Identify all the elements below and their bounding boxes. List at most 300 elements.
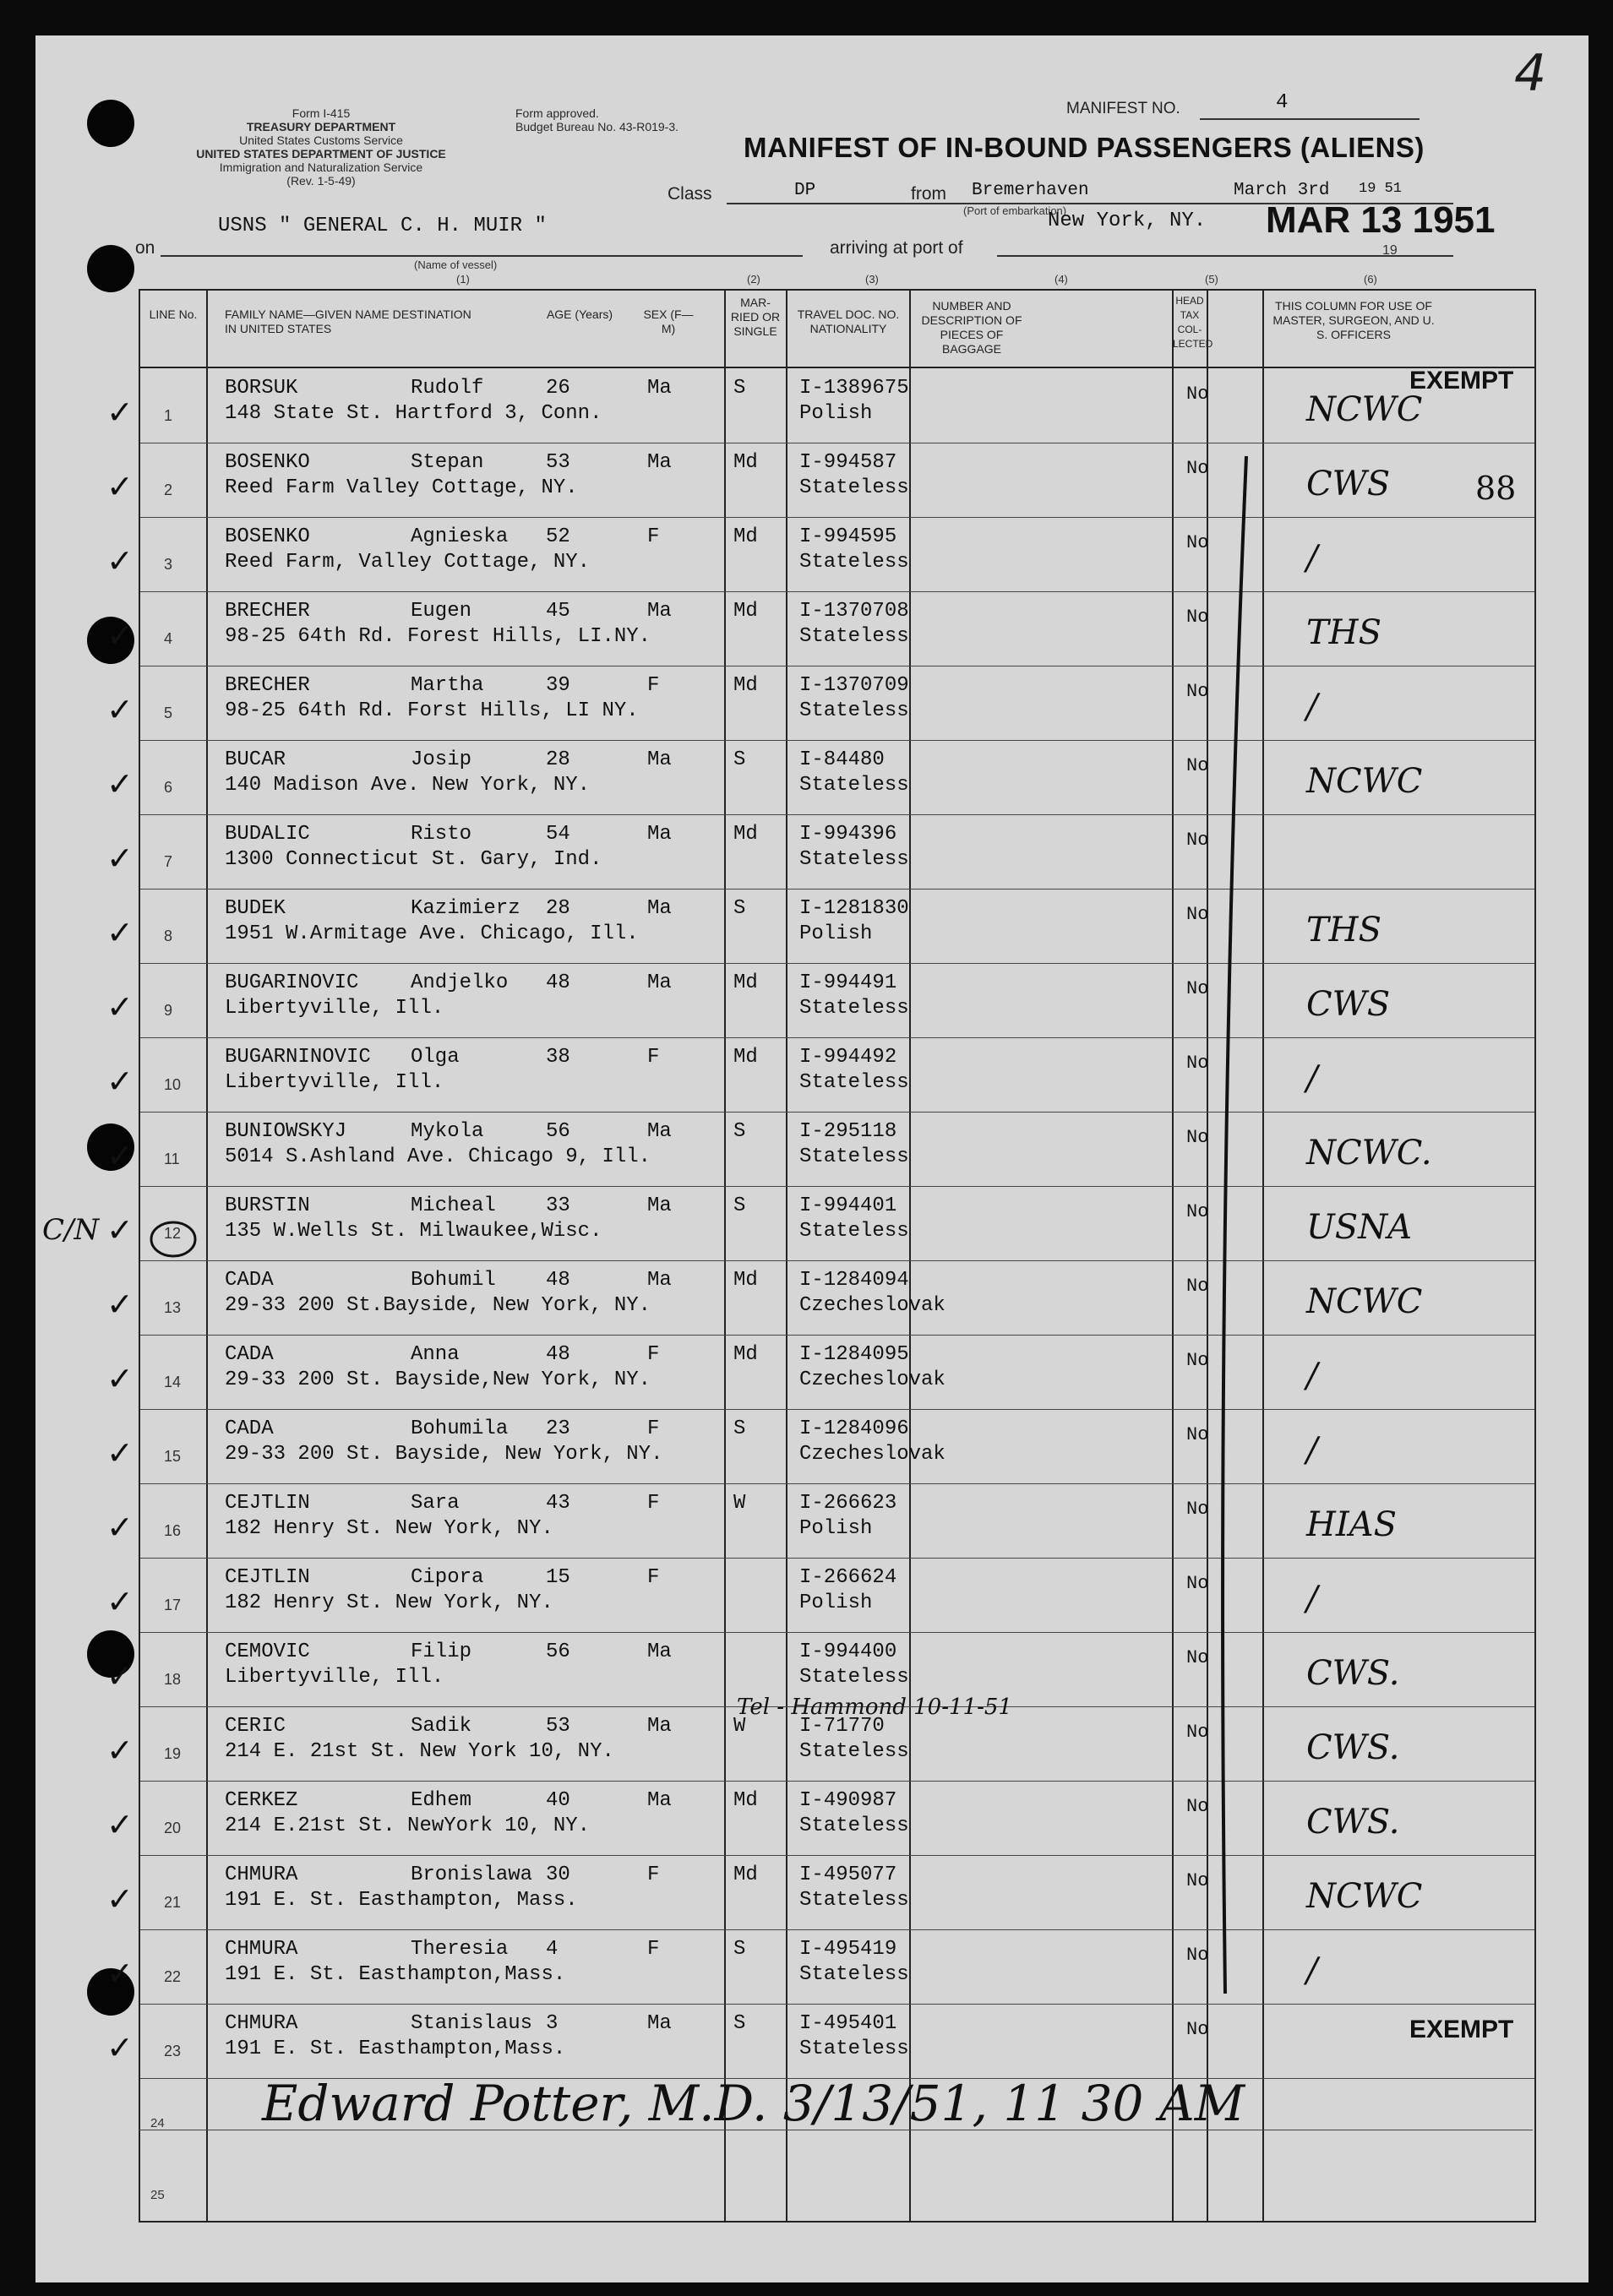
check-mark-icon: ✓ (106, 1360, 134, 1397)
officer-note: NCWC (1306, 1877, 1423, 1916)
marital-status: S (733, 377, 746, 400)
form-approved-label: Form approved. (515, 106, 599, 120)
destination: 98-25 64th Rd. Forst Hills, LI NY. (225, 699, 639, 722)
surname: CEMOVIC (225, 1640, 310, 1663)
line-number: 8 (164, 928, 173, 944)
travel-doc-number: I-994400 (799, 1640, 897, 1663)
travel-doc-number: I-1284096 (799, 1417, 909, 1440)
arriving-label: arriving at port of (830, 238, 963, 258)
nationality: Polish (799, 402, 873, 425)
line-number: 3 (164, 556, 173, 573)
officer-note: THS (1306, 613, 1381, 652)
destination: 191 E. St. Easthampton,Mass. (225, 1963, 566, 1986)
head-tax: No (1186, 1573, 1209, 1594)
destination: Libertyville, Ill. (225, 1666, 444, 1689)
nationality: Stateless (799, 1814, 909, 1837)
head-tax: No (1186, 1722, 1209, 1743)
given-name: Sara (411, 1492, 460, 1515)
surname: BUGARINOVIC (225, 971, 359, 994)
destination: 1951 W.Armitage Ave. Chicago, Ill. (225, 922, 639, 945)
col-num-4: (4) (1054, 273, 1068, 286)
travel-doc-number: I-994595 (799, 525, 897, 548)
head-tax: No (1186, 1424, 1209, 1445)
check-mark-icon: ✓ (106, 468, 134, 505)
nationality: Czecheslovak (799, 1294, 945, 1317)
age: 48 (546, 1343, 570, 1366)
line-number-25: 25 (150, 2188, 165, 2202)
destination: Reed Farm, Valley Cottage, NY. (225, 551, 591, 574)
line-number: 18 (164, 1671, 182, 1688)
line-number: 13 (164, 1299, 182, 1316)
travel-doc-number: I-1370709 (799, 674, 909, 697)
sex: F (647, 1566, 660, 1589)
travel-doc-number: I-495077 (799, 1863, 897, 1886)
line-number: 11 (164, 1151, 180, 1167)
sex: Ma (647, 1194, 672, 1217)
given-name: Martha (411, 674, 484, 697)
on-label: on (135, 238, 155, 258)
surname: BURSTIN (225, 1194, 310, 1217)
travel-doc-number: I-1284095 (799, 1343, 909, 1366)
destination: 214 E.21st St. NewYork 10, NY. (225, 1814, 591, 1837)
sex: Ma (647, 897, 672, 920)
travel-doc-number: I-1370708 (799, 600, 909, 623)
age: 33 (546, 1194, 570, 1217)
check-mark-icon: ✓ (106, 542, 134, 579)
marital-status: Md (733, 971, 758, 994)
surname: BOSENKO (225, 451, 310, 474)
sex: Ma (647, 971, 672, 994)
sex: Ma (647, 2012, 672, 2035)
marital-status: Md (733, 451, 758, 474)
signature: Edward Potter, M.D. 3/13/51, 11 30 AM (262, 2075, 1245, 2132)
travel-doc-number: I-994492 (799, 1046, 897, 1069)
destination: 135 W.Wells St. Milwaukee,Wisc. (225, 1220, 602, 1243)
officer-note: NCWC (1306, 762, 1423, 801)
marital-status: W (733, 1715, 746, 1738)
surname: BRECHER (225, 674, 310, 697)
marital-status: S (733, 1938, 746, 1961)
destination: 140 Madison Ave. New York, NY. (225, 774, 591, 797)
year-caption: 19 (1382, 243, 1398, 258)
nationality: Stateless (799, 1666, 909, 1689)
travel-doc-number: I-994396 (799, 823, 897, 846)
age: 28 (546, 748, 570, 771)
check-mark-icon: ✓ (106, 1955, 134, 1992)
justice-label: UNITED STATES DEPARTMENT OF JUSTICE (196, 147, 446, 161)
marital-status: Md (733, 823, 758, 846)
budget-bureau-label: Budget Bureau No. 43-R019-3. (515, 120, 679, 133)
travel-doc-number: I-994401 (799, 1194, 897, 1217)
head-tax: No (1186, 1796, 1209, 1817)
given-name: Cipora (411, 1566, 484, 1589)
arrival-port: New York, NY. (1048, 209, 1207, 232)
nationality: Stateless (799, 1071, 909, 1094)
travel-doc-number: I-994587 (799, 451, 897, 474)
check-mark-icon: ✓ (106, 691, 134, 728)
col-num-6: (6) (1364, 273, 1377, 286)
line-number: 1 (164, 407, 173, 424)
line-number: 6 (164, 779, 173, 796)
officer-note: / (1306, 1580, 1318, 1619)
age: 53 (546, 451, 570, 474)
col-line-no: LINE No. (149, 307, 198, 321)
revision-label: (Rev. 1-5-49) (286, 174, 356, 188)
surname: BOSENKO (225, 525, 310, 548)
officer-note: CWS (1306, 465, 1391, 503)
col-num-2: (2) (747, 273, 760, 286)
given-name: Edhem (411, 1789, 472, 1812)
nationality: Stateless (799, 848, 909, 871)
col-sex: SEX (F—M) (643, 307, 694, 335)
age: 28 (546, 897, 570, 920)
line-number: 15 (164, 1448, 182, 1465)
sex: F (647, 674, 660, 697)
surname: CHMURA (225, 2012, 298, 2035)
line-number: 22 (164, 1968, 182, 1985)
check-mark-icon: ✓ (106, 1806, 134, 1843)
head-tax: No (1186, 755, 1209, 776)
check-mark-icon: ✓ (106, 1137, 134, 1174)
vessel-caption: (Name of vessel) (414, 258, 498, 271)
head-tax: No (1186, 1201, 1209, 1222)
surname: CERKEZ (225, 1789, 298, 1812)
head-tax: No (1186, 978, 1209, 999)
circled-line-number (151, 1222, 195, 1256)
col-married: MAR- RIED OR SINGLE (730, 296, 781, 338)
destination: Reed Farm Valley Cottage, NY. (225, 476, 578, 499)
head-tax: No (1186, 607, 1209, 628)
line-number-24: 24 (150, 2116, 165, 2130)
officer-note: / (1306, 1951, 1318, 1990)
check-mark-icon: ✓ (106, 617, 134, 654)
sex: Ma (647, 1789, 672, 1812)
nationality: Czecheslovak (799, 1368, 945, 1391)
travel-doc-number: I-71770 (799, 1715, 885, 1738)
head-tax: No (1186, 1127, 1209, 1148)
destination: 182 Henry St. New York, NY. (225, 1591, 553, 1614)
surname: CHMURA (225, 1863, 298, 1886)
nationality: Stateless (799, 1145, 909, 1168)
officer-note: CWS (1306, 985, 1391, 1024)
age: 23 (546, 1417, 570, 1440)
surname: BUCAR (225, 748, 286, 771)
destination: 191 E. St. Easthampton, Mass. (225, 1889, 578, 1912)
treasury-label: TREASURY DEPARTMENT (246, 120, 396, 133)
marital-status: Md (733, 1046, 758, 1069)
travel-doc-number: I-1389675 (799, 377, 909, 400)
exempt-stamp-bottom: EXEMPT (1409, 2016, 1514, 2043)
arrival-date-stamp: MAR 13 1951 (1266, 199, 1496, 241)
line-number: 10 (164, 1076, 182, 1093)
given-name: Bohumil (411, 1269, 496, 1292)
surname: CADA (225, 1417, 274, 1440)
given-name: Mykola (411, 1120, 484, 1143)
nationality: Czecheslovak (799, 1443, 945, 1466)
sex: Ma (647, 823, 672, 846)
col-travel-doc: TRAVEL DOC. NO. NATIONALITY (797, 307, 900, 335)
officer-note: THS (1306, 911, 1381, 949)
check-mark-icon: ✓ (106, 1583, 134, 1620)
officer-note: / (1306, 539, 1318, 578)
marital-status: S (733, 748, 746, 771)
marital-status: S (733, 1194, 746, 1217)
nationality: Stateless (799, 1740, 909, 1763)
nationality: Stateless (799, 1889, 909, 1912)
nationality: Stateless (799, 1963, 909, 1986)
given-name: Olga (411, 1046, 460, 1069)
travel-doc-number: I-1281830 (799, 897, 909, 920)
surname: CADA (225, 1269, 274, 1292)
surname: BRECHER (225, 600, 310, 623)
check-mark-icon: ✓ (106, 765, 134, 803)
head-tax: No (1186, 830, 1209, 851)
immigration-label: Immigration and Naturalization Service (219, 161, 423, 174)
port-embarkation-caption: (Port of embarkation) (963, 204, 1067, 217)
col-head-tax: HEAD TAX COL- LECTED (1173, 295, 1213, 350)
marital-status: Md (733, 1789, 758, 1812)
travel-doc-number: I-1284094 (799, 1269, 909, 1292)
sex: F (647, 1343, 660, 1366)
travel-doc-number: I-490987 (799, 1789, 897, 1812)
line-number: 2 (164, 482, 173, 498)
sex: Ma (647, 1715, 672, 1738)
head-tax: No (1186, 1350, 1209, 1371)
marital-status: S (733, 1120, 746, 1143)
given-name: Risto (411, 823, 472, 846)
marital-status: S (733, 2012, 746, 2035)
marital-status: S (733, 897, 746, 920)
age: 38 (546, 1046, 570, 1069)
given-name: Stanislaus (411, 2012, 533, 2035)
col-name-destination: FAMILY NAME—GIVEN NAME DESTINATION IN UNITED STATES (225, 307, 471, 335)
destination: 148 State St. Hartford 3, Conn. (225, 402, 602, 425)
sex: F (647, 1417, 660, 1440)
age: 30 (546, 1863, 570, 1886)
col-age: AGE (Years) (546, 307, 613, 321)
line-number: 16 (164, 1522, 182, 1539)
travel-doc-number: I-994491 (799, 971, 897, 994)
given-name: Filip (411, 1640, 472, 1663)
line-number: 12 (164, 1225, 182, 1242)
officer-note: NCWC (1306, 390, 1423, 429)
form-number: Form I-415 (292, 106, 351, 120)
surname: BUDEK (225, 897, 286, 920)
head-tax: No (1186, 384, 1209, 405)
given-name: Bronislawa (411, 1863, 533, 1886)
check-mark-icon: ✓ (106, 1732, 134, 1769)
travel-doc-number: I-495401 (799, 2012, 897, 2035)
check-mark-icon: ✓ (106, 2029, 134, 2066)
col-officers: THIS COLUMN FOR USE OF MASTER, SURGEON, AND U. S. OFFICERS (1272, 299, 1435, 341)
given-name: Josip (411, 748, 472, 771)
head-tax: No (1186, 1647, 1209, 1668)
nationality: Polish (799, 922, 873, 945)
given-name: Sadik (411, 1715, 472, 1738)
given-name: Kazimierz (411, 897, 520, 920)
nationality: Stateless (799, 551, 909, 574)
given-name: Rudolf (411, 377, 484, 400)
surname: BUNIOWSKYJ (225, 1120, 347, 1143)
vessel-name: USNS " GENERAL C. H. MUIR " (218, 215, 547, 237)
destination: Libertyville, Ill. (225, 997, 444, 1020)
officer-note: CWS. (1306, 1803, 1400, 1842)
age: 4 (546, 1938, 559, 1961)
check-mark-icon: ✓ (106, 914, 134, 951)
check-mark-icon: ✓ (106, 1211, 134, 1249)
line-number: 23 (164, 2043, 182, 2059)
manifest-no-label: MANIFEST NO. (1066, 100, 1180, 117)
line-number: 17 (164, 1597, 182, 1613)
nationality: Stateless (799, 1220, 909, 1243)
head-tax: No (1186, 1870, 1209, 1891)
check-mark-icon: ✓ (106, 840, 134, 877)
nationality: Stateless (799, 997, 909, 1020)
destination: 5014 S.Ashland Ave. Chicago 9, Ill. (225, 1145, 651, 1168)
line-number: 9 (164, 1002, 173, 1019)
age: 52 (546, 525, 570, 548)
head-tax: No (1186, 904, 1209, 925)
destination: 191 E. St. Easthampton,Mass. (225, 2038, 566, 2060)
age: 53 (546, 1715, 570, 1738)
customs-label: United States Customs Service (239, 133, 403, 147)
manifest-no-value: 4 (1276, 91, 1289, 114)
head-tax: No (1186, 1499, 1209, 1520)
check-mark-icon: ✓ (106, 1509, 134, 1546)
telephone-note: Tel - Hammond 10-11-51 (737, 1695, 1012, 1720)
given-name: Agnieska (411, 525, 509, 548)
travel-doc-number: I-266623 (799, 1492, 897, 1515)
head-tax: No (1186, 1053, 1209, 1074)
line-number: 5 (164, 705, 173, 721)
officer-note: USNA (1306, 1208, 1412, 1247)
head-tax: No (1186, 1945, 1209, 1966)
col-baggage: NUMBER AND DESCRIPTION OF PIECES OF BAGGAGE (921, 299, 1022, 356)
surname: CEJTLIN (225, 1492, 310, 1515)
travel-doc-number: I-84480 (799, 748, 885, 771)
line-number: 4 (164, 630, 173, 647)
cn-mark: C/N (42, 1213, 100, 1247)
officer-note: / (1306, 1431, 1318, 1470)
bracket-line (1223, 456, 1246, 1994)
officer-note: NCWC (1306, 1282, 1423, 1321)
surname: BUGARNINOVIC (225, 1046, 371, 1069)
travel-doc-number: I-266624 (799, 1566, 897, 1589)
head-tax: No (1186, 2019, 1209, 2040)
destination: 1300 Connecticut St. Gary, Ind. (225, 848, 602, 871)
surname: CHMURA (225, 1938, 298, 1961)
from-label: from (911, 184, 946, 204)
sex: F (647, 1046, 660, 1069)
check-mark-icon: ✓ (106, 1063, 134, 1100)
sex: Ma (647, 451, 672, 474)
officer-note: CWS. (1306, 1728, 1400, 1767)
age: 3 (546, 2012, 559, 2035)
sex: Ma (647, 748, 672, 771)
age: 56 (546, 1120, 570, 1143)
age: 40 (546, 1789, 570, 1812)
travel-doc-number: I-495419 (799, 1938, 897, 1961)
manifest-title: MANIFEST OF IN-BOUND PASSENGERS (ALIENS) (744, 132, 1425, 163)
given-name: Micheal (411, 1194, 496, 1217)
given-name: Bohumila (411, 1417, 509, 1440)
destination: 214 E. 21st St. New York 10, NY. (225, 1740, 614, 1763)
destination: 182 Henry St. New York, NY. (225, 1517, 553, 1540)
officer-note: / (1306, 688, 1318, 726)
head-tax: No (1186, 458, 1209, 479)
nationality: Stateless (799, 2038, 909, 2060)
surname: CEJTLIN (225, 1566, 310, 1589)
sex: F (647, 1863, 660, 1886)
head-tax: No (1186, 1276, 1209, 1297)
destination: 98-25 64th Rd. Forest Hills, LI.NY. (225, 625, 651, 648)
destination: 29-33 200 St. Bayside, New York, NY. (225, 1443, 663, 1466)
check-mark-icon: ✓ (106, 1434, 134, 1472)
line-number: 7 (164, 853, 173, 870)
officer-note: NCWC. (1306, 1134, 1432, 1172)
sex: Ma (647, 1640, 672, 1663)
sailing-year: 19 51 (1359, 181, 1403, 197)
marital-status: Md (733, 1269, 758, 1292)
sex: Ma (647, 1120, 672, 1143)
marital-status: S (733, 1417, 746, 1440)
head-tax: No (1186, 681, 1209, 702)
col-num-3: (3) (865, 273, 879, 286)
col-num-1: (1) (456, 273, 470, 286)
surname: BORSUK (225, 377, 298, 400)
marital-status: Md (733, 1863, 758, 1886)
surname: CADA (225, 1343, 274, 1366)
officer-note: HIAS (1306, 1505, 1397, 1544)
age: 54 (546, 823, 570, 846)
nationality: Stateless (799, 625, 909, 648)
marital-status: Md (733, 1343, 758, 1366)
check-mark-icon: ✓ (106, 1880, 134, 1918)
age: 56 (546, 1640, 570, 1663)
given-name: Stepan (411, 451, 484, 474)
number-88: 88 (1475, 470, 1517, 507)
nationality: Polish (799, 1591, 873, 1614)
given-name: Theresia (411, 1938, 509, 1961)
destination: 29-33 200 St. Bayside,New York, NY. (225, 1368, 651, 1391)
surname: CERIC (225, 1715, 286, 1738)
destination: Libertyville, Ill. (225, 1071, 444, 1094)
age: 45 (546, 600, 570, 623)
given-name: Eugen (411, 600, 472, 623)
age: 39 (546, 674, 570, 697)
col-num-5: (5) (1205, 273, 1218, 286)
line-number: 14 (164, 1374, 182, 1390)
embarkation-port: Bremerhaven (972, 181, 1089, 200)
sex: F (647, 525, 660, 548)
age: 48 (546, 971, 570, 994)
marital-status: Md (733, 525, 758, 548)
marital-status: W (733, 1492, 746, 1515)
sex: Ma (647, 1269, 672, 1292)
surname: BUDALIC (225, 823, 310, 846)
marital-status: Md (733, 600, 758, 623)
sailing-date: March 3rd (1234, 181, 1330, 200)
head-tax: No (1186, 532, 1209, 553)
check-mark-icon: ✓ (106, 1657, 134, 1695)
marital-status: Md (733, 674, 758, 697)
given-name: Andjelko (411, 971, 509, 994)
check-mark-icon: ✓ (106, 394, 134, 431)
officer-note: / (1306, 1357, 1318, 1396)
officer-note: CWS. (1306, 1654, 1400, 1693)
nationality: Stateless (799, 774, 909, 797)
sex: F (647, 1492, 660, 1515)
